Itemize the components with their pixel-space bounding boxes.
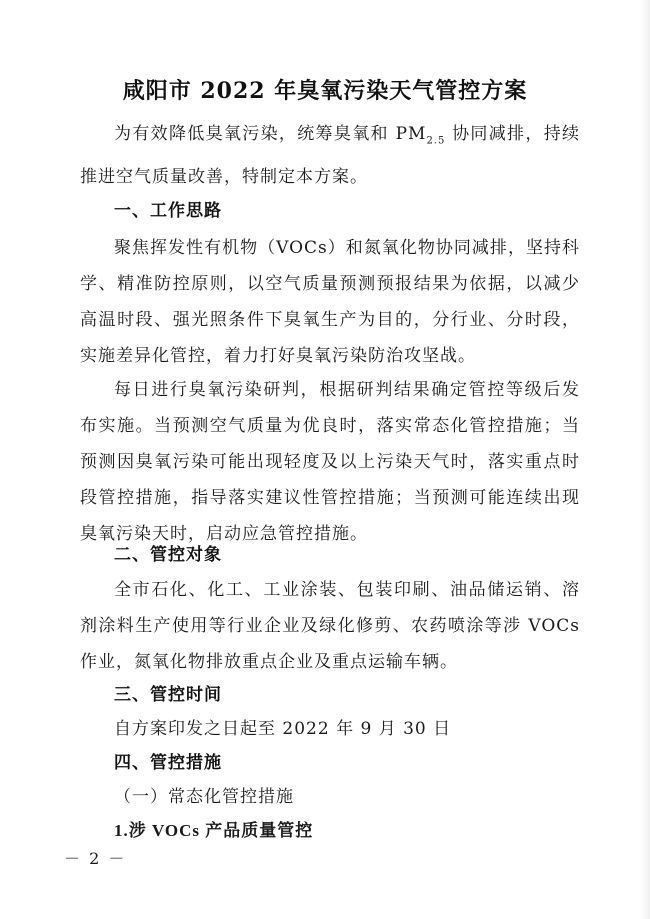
document-title: 咸阳市 2022 年臭氧污染天气管控方案 [122,78,528,104]
intro-text-part1: 为有效降低臭氧污染，统筹臭氧和 PM [114,124,427,144]
scan-edge-shadow [640,0,650,919]
section-heading-work-approach: 一、工作思路 [114,201,222,221]
item-vocs-product-quality: 1.涉 VOCs 产品质量管控 [114,821,314,840]
work-approach-paragraph-2: 每日进行臭氧污染研判，根据研判结果确定管控等级后发布实施。当预测空气质量为优良时，落实常态化管控措施；当预测因臭氧污染可能出现轻度及以上污染天气时，落实重点时段管控措施，指导落实建议性管控措施；当预测可能连续出现臭氧污染天时，启动应急管控措施。 [80,380,580,544]
subheading-routine-measures: （一）常态化管控措施 [114,787,294,807]
intro-paragraph [80,116,580,195]
section-heading-control-targets: 二、管控对象 [114,545,222,565]
section-heading-control-period: 三、管控时间 [114,685,222,705]
pm-subscript: 2.5 [426,135,446,147]
section-heading-control-measures: 四、管控措施 [114,753,222,773]
control-targets-paragraph: 全市石化、化工、工业涂装、包装印刷、油品储运销、溶剂涂料生产使用等行业企业及绿化修剪、农药喷涂等涉 VOCs 作业，氮氧化物排放重点企业及重点运输车辆。 [80,580,580,672]
control-period-text: 自方案印发之日起至 2022 年 9 月 30 日 [114,719,452,739]
work-approach-paragraph-1: 聚焦挥发性有机物（VOCs）和氮氧化物协同减排，坚持科学、精准防控原则，以空气质量预测预报结果为依据，以减少高温时段、强光照条件下臭氧生产为目的，分行业、分时段，实施差异化管控，着力打好臭氧污染防治攻坚战。 [80,238,580,366]
intro-text-part2: 协同减排，持续推进空气质量改善，特制定本方案。 [80,124,581,188]
page-number: － 2 － [64,849,127,868]
